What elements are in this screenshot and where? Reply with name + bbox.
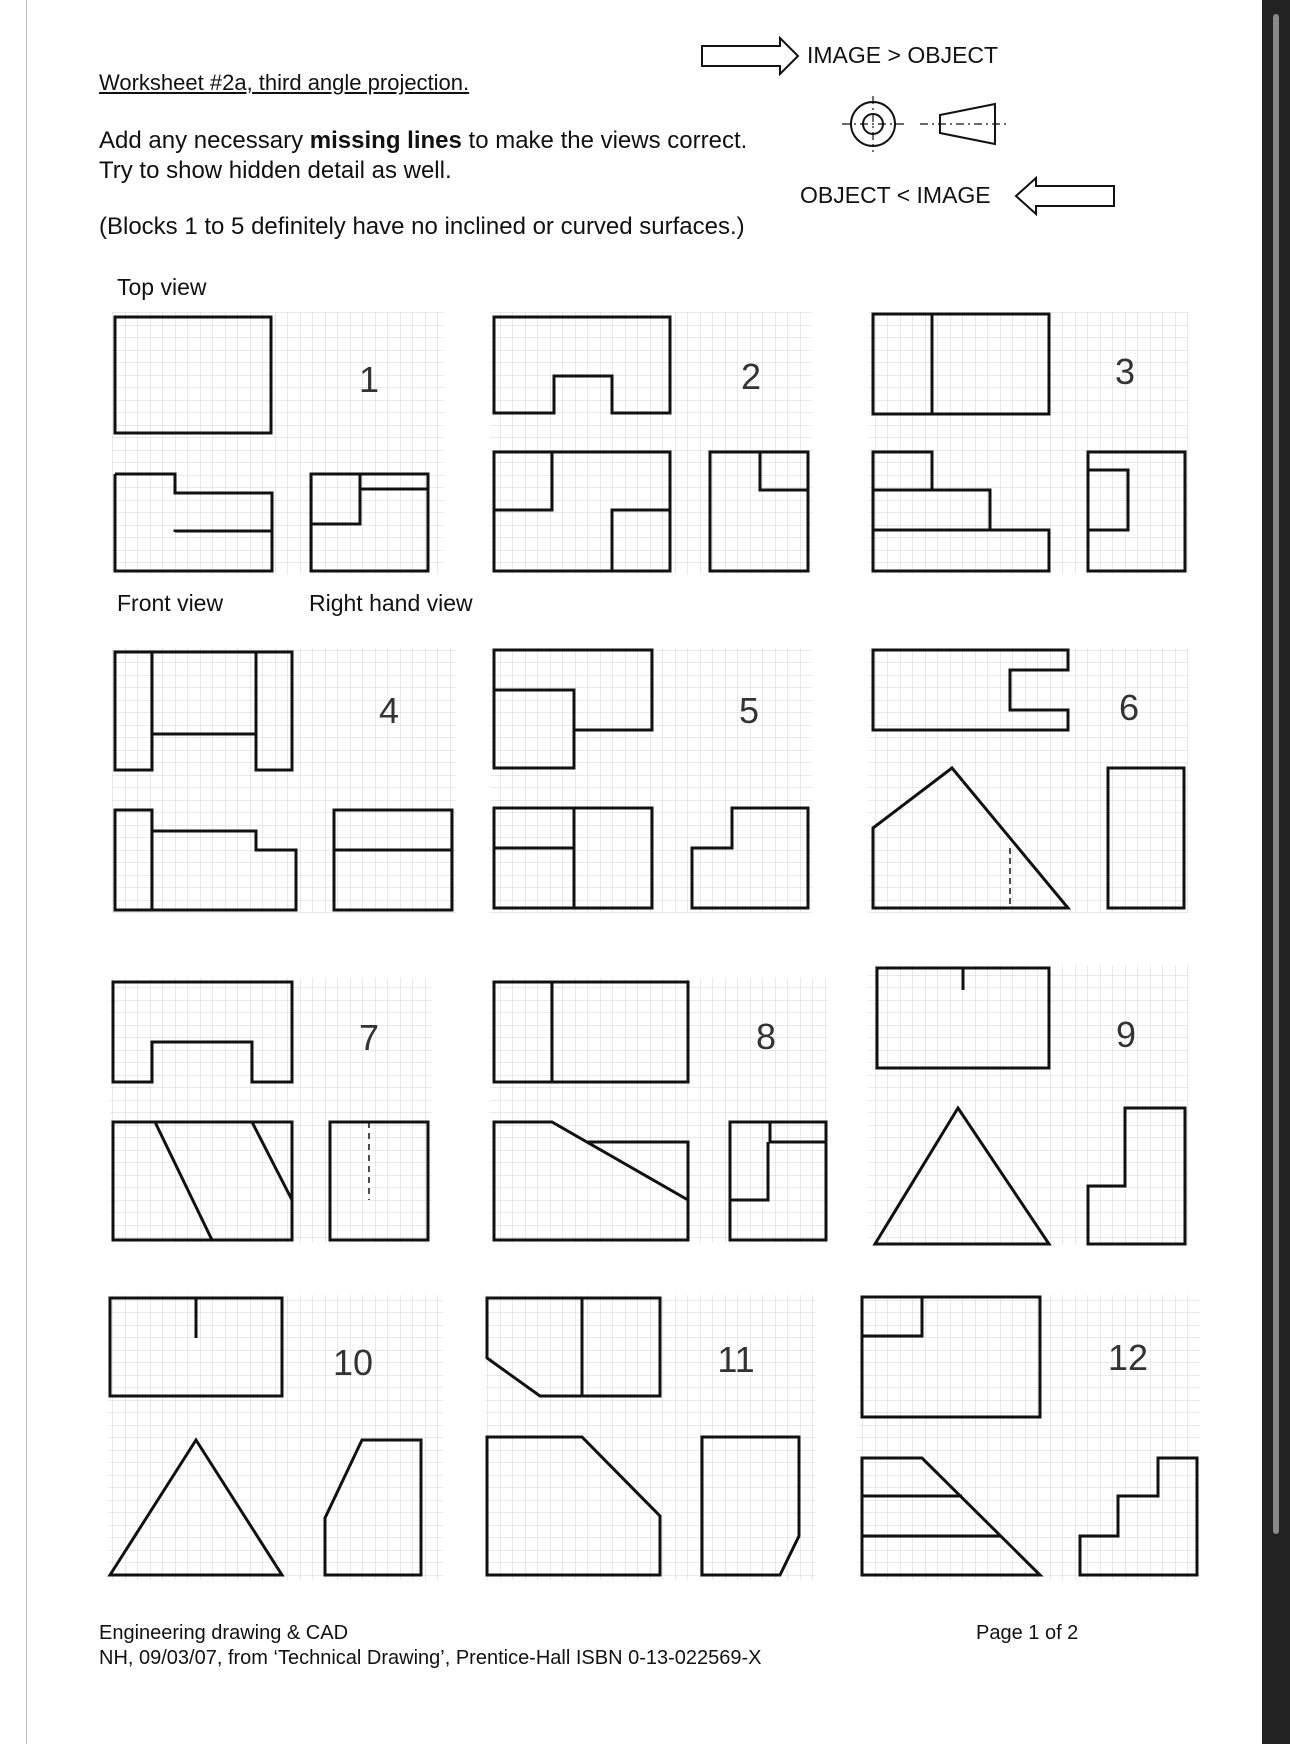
instruction-prefix: Add any necessary <box>99 127 310 154</box>
label-top-view: Top view <box>117 274 207 300</box>
exercise-number: 5 <box>738 690 760 731</box>
projection-top-label: IMAGE > OBJECT <box>807 42 999 68</box>
grid-panel-2 <box>490 312 812 574</box>
exercise-number: 11 <box>717 1339 755 1380</box>
label-right-view: Right hand view <box>309 590 473 616</box>
grid-panel-4 <box>112 648 456 913</box>
worksheet-note: (Blocks 1 to 5 definitely have no inclined or curved surfaces.) <box>99 213 745 240</box>
grid-panel-6 <box>868 648 1188 913</box>
exercise-number: 10 <box>332 1342 374 1383</box>
exercise-number: 8 <box>755 1016 777 1057</box>
exercise-number: 12 <box>1107 1337 1149 1378</box>
exercise-number: 7 <box>358 1017 380 1058</box>
projection-bottom-label: OBJECT < IMAGE <box>800 182 991 208</box>
arrow-right-icon <box>702 38 798 74</box>
grid-panel-1 <box>112 312 444 574</box>
exercise-number: 2 <box>740 356 762 397</box>
instruction-line2: Try to show hidden detail as well. <box>99 157 452 184</box>
grid-panel-3 <box>868 312 1188 574</box>
third-angle-projection-symbol <box>702 38 1114 214</box>
grid-panel-10 <box>108 1295 443 1580</box>
grid-panel-9 <box>868 965 1188 1245</box>
arrow-left-icon <box>1016 178 1114 214</box>
exercise-number: 9 <box>1115 1014 1137 1055</box>
footer-credit: NH, 09/03/07, from ‘Technical Drawing’, Prentice-Hall ISBN 0-13-022569-X <box>99 1647 762 1669</box>
instruction-suffix: to make the views correct. <box>461 127 748 154</box>
exercise-number: 1 <box>358 359 380 400</box>
grid-panel-7 <box>110 978 432 1243</box>
worksheet-title: Worksheet #2a, third angle projection. <box>99 70 470 95</box>
label-front-view: Front view <box>117 590 224 616</box>
instruction-bold: missing lines <box>309 127 462 154</box>
exercise-number: 6 <box>1118 687 1140 728</box>
exercise-number: 4 <box>378 690 400 731</box>
grid-panel-8 <box>490 978 828 1243</box>
exercise-number: 3 <box>1114 351 1136 392</box>
footer-page: Page 1 of 2 <box>976 1622 1079 1644</box>
footer-course: Engineering drawing & CAD <box>99 1622 349 1644</box>
